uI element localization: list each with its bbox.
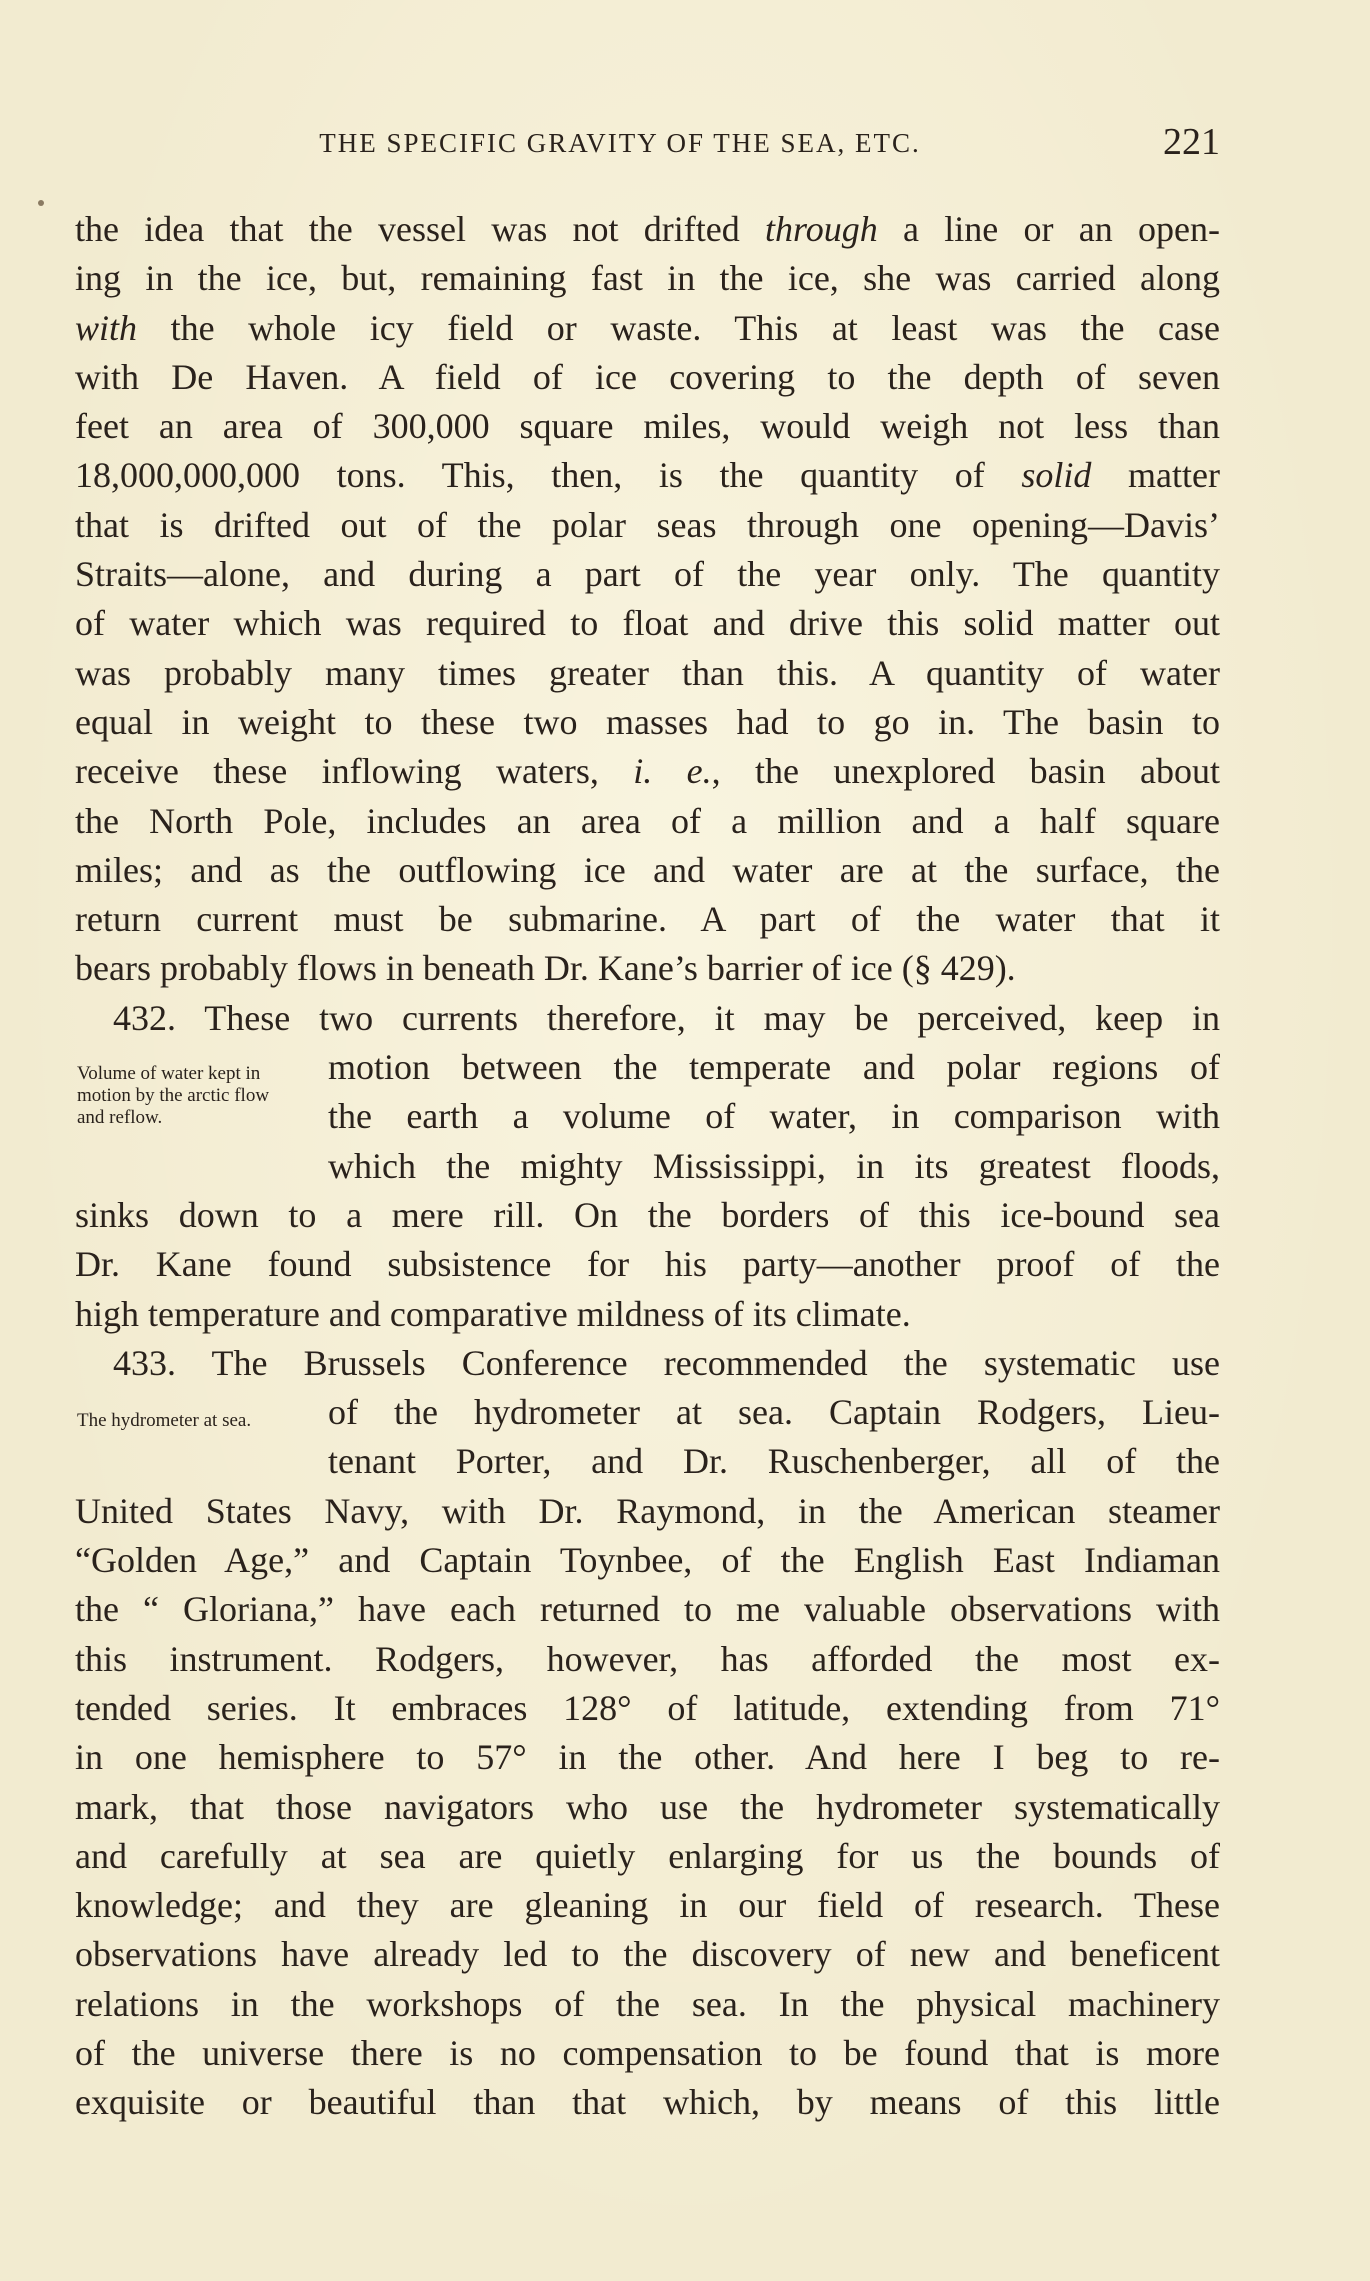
text-line: bears probably flows in beneath Dr. Kane’s barrier of ice (§ 429). [75,948,1016,989]
text-line: that is drifted out of the polar seas through one opening—Davis’ [75,504,1220,545]
text-line: of water which was required to float and drive this solid matter out [75,603,1220,644]
margin-note-432: Volume of water kept in motion by the arctic flow and reflow. [77,1063,270,1128]
text-line: the idea that the vessel was not drifted through a line or an open- [75,209,1220,249]
text-line: ing in the ice, but, remaining fast in the ice, she was carried along [75,258,1220,299]
text-line: return current must be submarine. A part of the water that it [75,899,1220,940]
text-line: with the whole icy field or waste. This at least was the case [75,307,1220,348]
text-line: sinks down to a mere rill. On the borders of this ice-bound sea [75,1194,1220,1235]
text-line: tenant Porter, and Dr. Ruschenberger, all of the [328,1441,1220,1482]
paragraph-432-start: 432. These two currents therefore, it may be perceived, keep in [113,997,1220,1038]
running-head [75,120,1220,164]
page-number: 221 [1163,121,1220,163]
text-line: “Golden Age,” and Captain Toynbee, of the English East Indiaman [75,1540,1220,1581]
text-line: which the mighty Mississippi, in its greatest floods, [328,1145,1220,1186]
text-line: relations in the workshops of the sea. In the physical machinery [75,1983,1220,2024]
running-title: THE SPECIFIC GRAVITY OF THE SEA, ETC. [319,128,921,158]
text-line: in one hemisphere to 57° in the other. And here I beg to re- [75,1737,1220,1778]
body-text [75,205,1220,2128]
text-line: and carefully at sea are quietly enlarging for us the bounds of [75,1835,1220,1876]
text-line: receive these inflowing waters, i. e., the unexplored basin about [75,751,1220,792]
text-line: tended series. It embraces 128° of latitude, extending from 71° [75,1687,1220,1728]
text-line: equal in weight to these two masses had to go in. The basin to [75,701,1220,742]
text-line: of the hydrometer at sea. Captain Rodgers, Lieu- [328,1392,1220,1433]
text-line: of the universe there is no compensation to be found that is more [75,2032,1220,2073]
text-line: 18,000,000,000 tons. This, then, is the quantity of solid matter [75,455,1220,496]
text-line: knowledge; and they are gleaning in our field of research. These [75,1885,1220,1926]
text-line: was probably many times greater than this. A quantity of water [75,652,1220,693]
text-line: high temperature and comparative mildness of its climate. [75,1293,911,1334]
text-line: the North Pole, includes an area of a million and a half square [75,800,1220,841]
text-line: United States Navy, with Dr. Raymond, in the American steamer [75,1490,1220,1531]
text-line: the “ Gloriana,” have each returned to me valuable observations with [75,1589,1220,1630]
text-line: the earth a volume of water, in comparison with [328,1096,1220,1137]
text-line: Dr. Kane found subsistence for his party—another proof of the [75,1244,1220,1285]
text-line: with De Haven. A field of ice covering to the depth of seven [75,356,1220,397]
text-line: mark, that those navigators who use the hydrometer systematically [75,1786,1220,1827]
text-line: feet an area of 300,000 square miles, would weigh not less than [75,406,1220,447]
ink-speck [38,200,44,206]
text-line: exquisite or beautiful than that which, by means of this little [75,2082,1220,2123]
paragraph-433-start: 433. The Brussels Conference recommended the systematic use [113,1342,1220,1383]
text-line: Straits—alone, and during a part of the year only. The quantity [75,554,1220,595]
text-line: this instrument. Rodgers, however, has afforded the most ex- [75,1638,1220,1679]
text-line: motion between the temperate and polar regions of [328,1047,1220,1088]
text-line: miles; and as the outflowing ice and water are at the surface, the [75,849,1220,890]
text-line: observations have already led to the discovery of new and beneficent [75,1934,1220,1975]
margin-note-433: The hydrometer at sea. [77,1410,252,1431]
